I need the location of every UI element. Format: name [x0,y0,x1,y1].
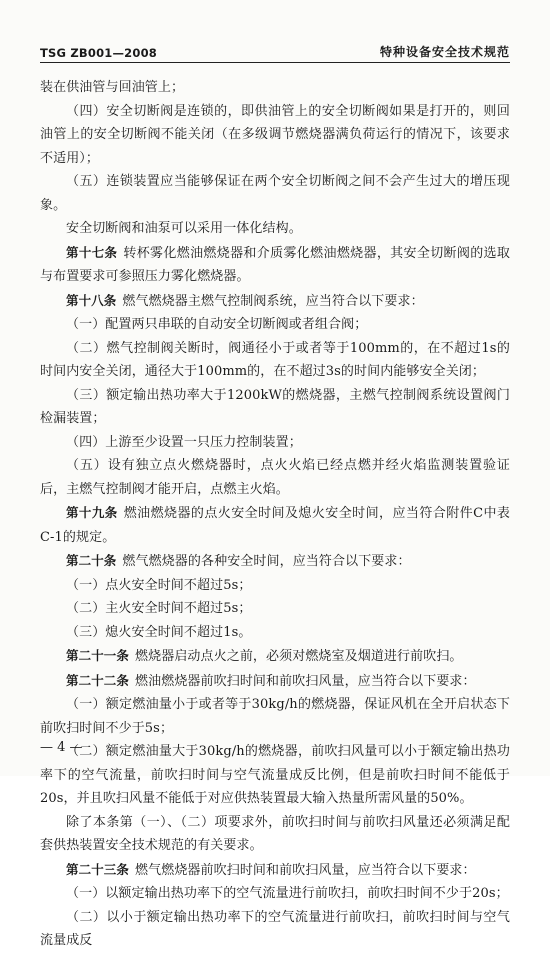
text-paragraph [40,574,510,598]
article-paragraph [40,501,510,549]
text-paragraph [40,454,510,501]
article-paragraph [40,241,510,289]
article-paragraph [40,549,510,574]
text-paragraph [40,313,510,337]
paragraph-text: （三）额定输出热功率大于1200kW的燃烧器，主燃气控制阀系统设置阀门检漏装置； [40,387,510,426]
paragraph-text: （二）主火安全时间不超过5s； [66,601,252,616]
paragraph-text: （一）配置两只串联的自动安全切断阀或者组合阀； [66,317,368,332]
paragraph-text: （五）设有独立点火燃烧器时，点火火焰已经点燃并经火焰监测装置验证后，主燃气控制阀才能开启，点燃主火焰。 [40,458,510,497]
article-paragraph [40,289,510,314]
article-paragraph [40,644,510,669]
text-paragraph [40,906,510,953]
document-code: TSG ZB001—2008 [40,46,157,60]
paragraph-text: （四）上游至少设置一只压力控制装置； [66,434,302,450]
document-body [40,76,510,953]
paragraph-text: 燃气燃烧器的各种安全时间，应当符合以下要求： [122,554,411,569]
paragraph-text: 燃气燃烧器主燃气控制阀系统，应当符合以下要求： [122,293,424,309]
page-header [40,38,510,60]
text-paragraph [40,337,510,384]
article-paragraph [40,858,510,883]
text-paragraph [40,621,510,645]
article-number: 第十九条 [66,505,118,520]
document-series-title: 特种设备安全技术规范 [379,45,510,59]
paragraph-text: 燃烧器启动点火之前，必须对燃烧室及烟道进行前吹扫。 [135,649,463,664]
paragraph-text: （一）以额定输出热功率下的空气流量进行前吹扫，前吹扫时间不少于20s； [66,886,509,901]
text-paragraph [40,740,510,811]
paragraph-text: （一）额定燃油量小于或者等于30kg/h的燃烧器，保证风机在全开启状态下前吹扫时间不少于5s； [40,697,510,736]
paragraph-text: 装在供油管与回油管上； [40,80,185,95]
text-paragraph [40,431,510,455]
article-number: 第二十三条 [66,861,130,877]
article-number: 第二十一条 [66,648,130,663]
article-number: 第十七条 [66,244,118,260]
paragraph-text: 除了本条第（一）、（二）项要求外，前吹扫时间与前吹扫风量还必须满足配套供热装置安全技术规范的有关要求。 [40,814,510,853]
text-paragraph [40,170,510,217]
page-number: — 4 — [40,740,83,755]
text-paragraph [40,882,510,906]
paragraph-text: 燃油燃烧器的点火安全时间及熄火安全时间，应当符合附件C中表C-1的规定。 [40,506,510,545]
article-number: 第二十条 [66,553,117,568]
paragraph-text: 燃油燃烧器前吹扫时间和前吹扫风量，应当符合以下要求： [135,673,476,689]
paragraph-text: 燃气燃烧器前吹扫时间和前吹扫风量，应当符合以下要求： [135,862,476,878]
paragraph-text: 转杯雾化燃油燃烧器和介质雾化燃油燃烧器，其安全切断阀的选取与布置要求可参照压力雾化燃烧器。 [40,245,511,284]
header-divider [40,62,510,63]
article-number: 第二十二条 [66,672,130,688]
paragraph-text: （二）以小于额定输出热功率下的空气流量进行前吹扫，前吹扫时间与空气流量成反 [40,909,510,948]
paragraph-text: （二）额定燃油量大于30kg/h的燃烧器，前吹扫风量可以小于额定输出热功率下的空气流量，前吹扫时间与空气流量成反比例，但是前吹扫时间不能低于20s，并且吹扫风量不能低于对应供热装置最大输入热量所需风量的50%。 [40,744,510,806]
paragraph-text: （五）连锁装置应当能够保证在两个安全切断阀之间不会产生过大的增压现象。 [40,174,510,213]
text-paragraph [40,811,510,858]
text-paragraph [40,384,510,431]
paragraph-text: （二）燃气控制阀关断时，阀通径小于或者等于100mm的，在不超过1s的时间内安全关闭，通径大于100mm的，在不超过3s的时间内能够安全关闭； [40,340,510,379]
text-paragraph [40,217,510,241]
paragraph-text: 安全切断阀和油泵可以采用一体化结构。 [66,221,302,236]
paragraph-text: （一）点火安全时间不超过5s； [66,577,252,593]
text-paragraph [40,76,510,100]
text-paragraph [40,100,510,171]
text-paragraph [40,693,510,740]
text-paragraph [40,597,510,621]
paragraph-text: （四）安全切断阀是连锁的，即供油管上的安全切断阀如果是打开的，则回油管上的安全切断阀不能关闭（在多级调节燃烧器满负荷运行的情况下，该要求不适用）； [40,103,510,166]
paragraph-text: （三）熄火安全时间不超过1s。 [66,624,252,640]
article-number: 第十八条 [66,292,117,308]
article-paragraph [40,669,510,694]
